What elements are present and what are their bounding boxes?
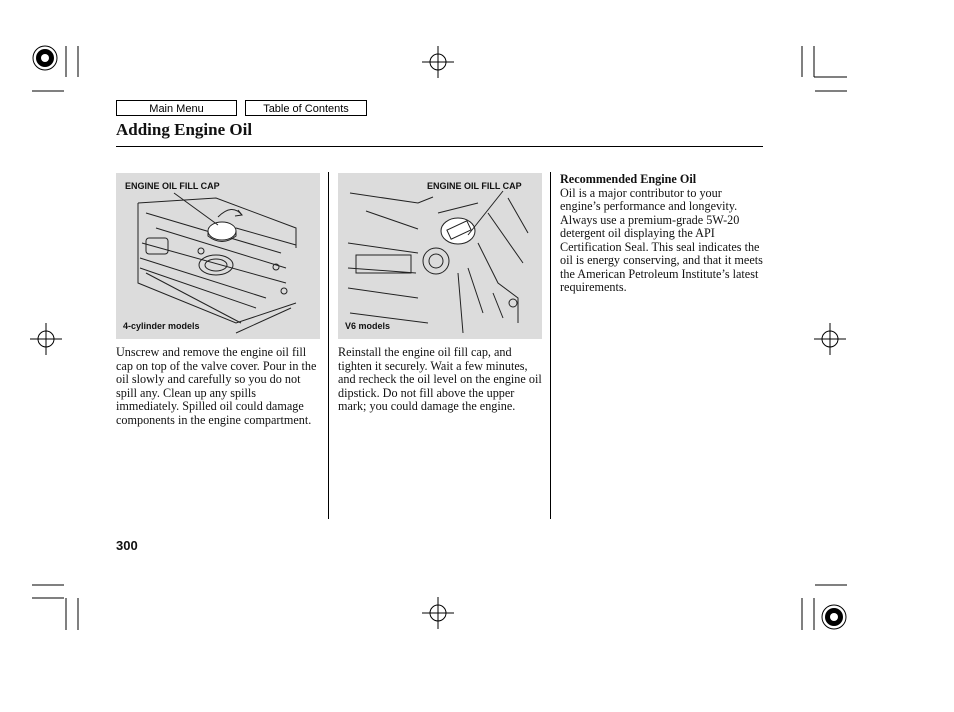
- engine-illustration-4cyl: [116, 173, 320, 339]
- table-of-contents-button[interactable]: Table of Contents: [245, 100, 367, 116]
- column-divider-1: [328, 172, 329, 519]
- figure-callout-left: ENGINE OIL FILL CAP: [125, 181, 220, 191]
- figure-4-cylinder: [116, 173, 320, 339]
- column-divider-2: [550, 172, 551, 519]
- recommended-oil-text: Oil is a major contributor to your engine’s performance and longevity. Always use a premium-grade 5W-20 detergent oil displaying the API Certification Seal. This seal indicates the oil is energy conserving, and that it meets the American Petroleum Institute’s latest requirements.: [560, 185, 763, 294]
- main-menu-button[interactable]: Main Menu: [116, 100, 237, 116]
- engine-illustration-v6: [338, 173, 542, 339]
- page-title: Adding Engine Oil: [116, 120, 253, 139]
- figure-callout-right: ENGINE OIL FILL CAP: [427, 181, 522, 191]
- figure-v6: [338, 173, 542, 339]
- column-middle-text: Reinstall the engine oil fill cap, and tighten it securely. Wait a few minutes, and recheck the oil level on the engine oil dipstick. Do not fill above the upper mark; you could damage the engine.: [338, 345, 542, 413]
- column-right: [560, 173, 765, 295]
- page-number: 300: [116, 538, 138, 553]
- figure-caption-right: V6 models: [345, 321, 391, 331]
- title-rule: [116, 146, 763, 147]
- figure-caption-left: 4-cylinder models: [123, 321, 200, 331]
- column-left-text: Unscrew and remove the engine oil fill cap on top of the valve cover. Pour in the oil slowly and carefully so you do not spill any. Clean up any spills immediately. Spilled oil could damage components in the engine compartment.: [116, 345, 317, 427]
- recommended-oil-heading: Recommended Engine Oil: [560, 172, 697, 186]
